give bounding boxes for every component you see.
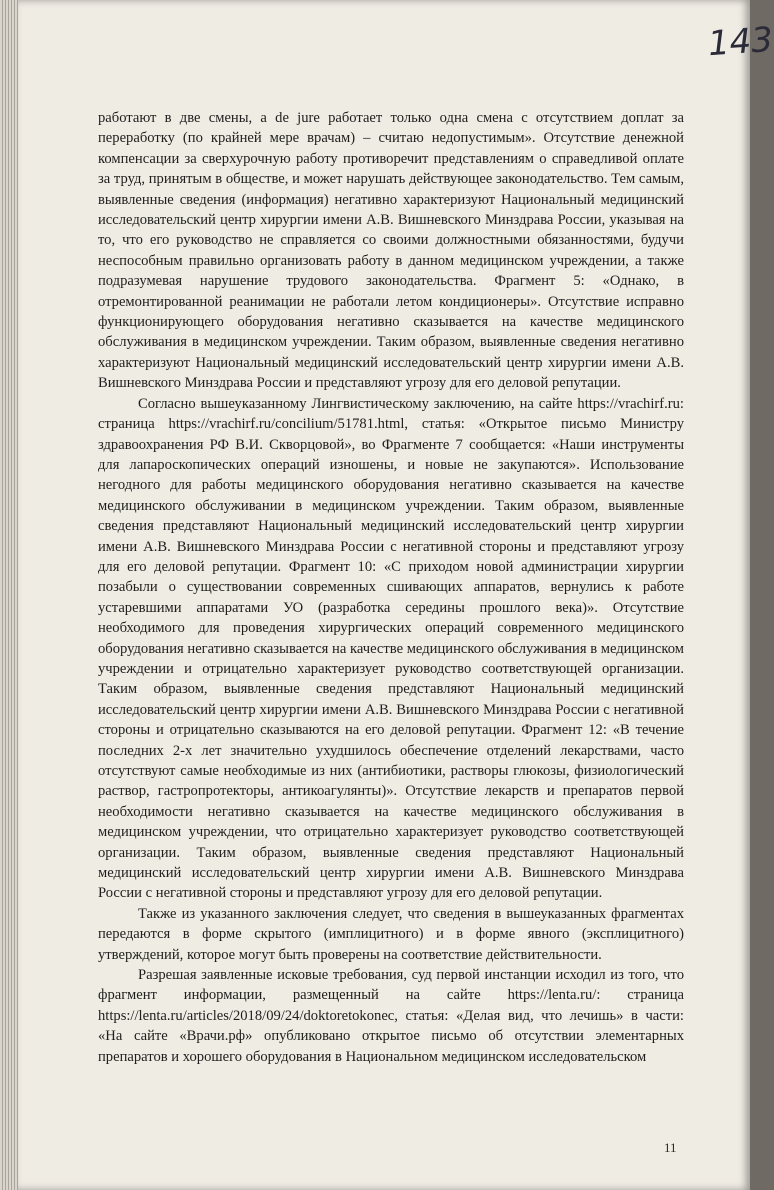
paragraph-2: Согласно вышеуказанному Лингвистическому заключению, на сайте https://vrachirf.ru: страница https://vrachirf.ru/concilium/51781.html, статья: «Открытое письмо Министру здравоохранения РФ В.И. Скворцовой», во Фрагменте 7 сообщается: «Наши инструменты для лапароскопических операций изношены, и новые не закупаются». Использование негодного для работы медицинского оборудования негативно сказывается на качестве медицинского обслуживании в медицинском учреждении. Таким образом, выявленные сведения представляют Национальный медицинский исследовательский центр хирургии имени А.В. Вишневского Минздрава России с негативной стороны и представляют угрозу для его деловой репутации. Фрагмент 10: «С приходом новой администрации хирургии позабыли о существовании современных сшивающих аппаратов, вернулись к работе устаревшими аппаратами УО (разработка середины прошлого века)». Отсутствие необходимого для проведения хирургических операций современного медицинского оборудования негативно сказывается на качестве медицинского обслуживания в медицинском учреждении и отрицательно характеризует руководство соответствующей организации. Таким образом, выявленные сведения представляют Национальный медицинский исследовательский центр хирургии имени А.В. Вишневского Минздрава России с негативной стороны и отрицательно сказываются на его деловой репутации. Фрагмент 12: «В течение последних 2-х лет значительно ухудшилось обеспечение отделений лекарствами, часто отсутствуют самые необходимые из них (антибиотики, растворы глюкозы, физиологический раствор, гастропротекторы, антикоагулянты)». Отсутствие лекарств и препаратов первой необходимости негативно сказывается на качестве медицинского обслуживания в медицинском учреждении, что отрицательно характеризует руководство соответствующей организации. Таким образом, выявленные сведения представляют Национальный медицинский исследовательский центр хирургии имени А.В. Вишневского Минздрава России с негативной стороны и представляют угрозу для его деловой репутации. [98, 395, 685, 902]
paragraph-1: работают в две смены, а de jure работает только одна смена с отсутствием доплат за переработку (по крайней мере врачам) – считаю недопустимым». Отсутствие денежной компенсации за сверхурочную работу противоречит представлениям о справедливой оплате за труд, принятым в обществе, и может нарушать действующее законодательство. Тем самым, выявленные сведения (информация) негативно характеризуют Национальный медицинский исследовательский центр хирургии имени А.В. Вишневского Минздрава России, указывая на то, что его руководство не справляется со своими должностными обязанностями, будучи неспособным правильно организовать работу в данном медицинском учреждении, а также подразумевая нарушение трудового законодательства. Фрагмент 5: «Однако, в отремонтированной реанимации не работали летом кондиционеры». Отсутствие исправно функционирующего оборудования негативно сказывается на качестве медицинского обслуживания в медицинском учреждении. Таким образом, выявленные сведения негативно характеризуют Национальный медицинский исследовательский центр хирургии имени А.В. Вишневского Минздрава России и представляют угрозу для его деловой репутации. [98, 110, 684, 392]
paper-stack-edge [0, 0, 18, 1190]
paragraph-4: Разрешая заявленные исковые требования, суд первой инстанции исходил из того, что фрагмент информации, размещенный на сайте https://lenta.ru/: страница https://lenta.ru/articles/2018/09/24/doktoretokonec, статья: «Делая вид, что лечишь» в части: «На сайте «Врачи.рф» опубликовано открытое письмо об отсутствии элементарных препаратов и хорошего оборудования в Национальном медицинском исследовательском [98, 967, 684, 1065]
paragraph-3: Также из указанного заключения следует, что сведения в вышеуказанных фрагментах передаются в форме скрытого (имплицитного) и в форме явного (эксплицитного) утверждений, которое могут быть проверены на соответствие действительности. [98, 905, 684, 963]
handwritten-page-number: 143 [706, 19, 774, 65]
page-number: 11 [664, 1140, 677, 1155]
document-body [98, 108, 684, 1067]
